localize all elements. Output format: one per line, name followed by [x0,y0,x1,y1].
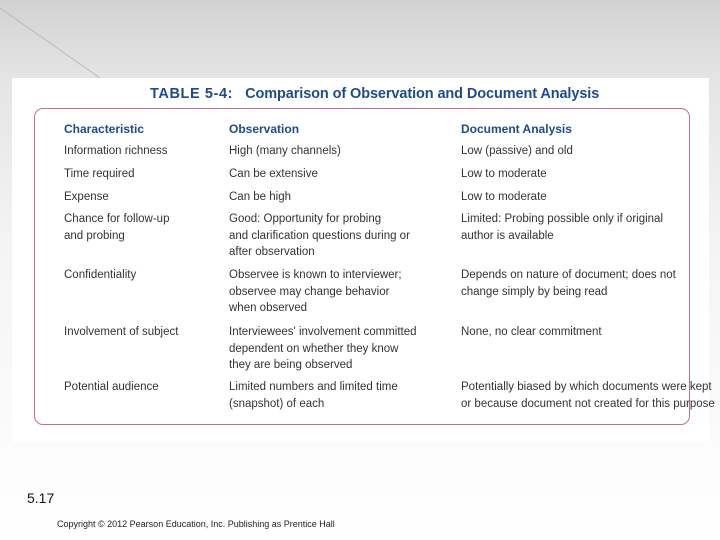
text-line: author is available [461,229,554,242]
row-characteristic: Confidentiality [64,269,137,281]
row-document-analysis [461,211,663,244]
text-line: Interviewees' involvement committed [229,326,417,338]
copyright-notice: Copyright © 2012 Pearson Education, Inc. Publishing as Prentice Hall [57,519,335,529]
column-header-characteristic: Characteristic [64,122,145,136]
table-title [150,86,599,102]
row-observation [229,267,402,317]
text-line: and clarification questions during or [229,229,410,242]
row-observation [229,379,398,412]
row-characteristic: Time required [64,168,135,180]
row-document-analysis: None, no clear commitment [461,326,602,338]
row-document-analysis [461,267,676,300]
row-observation [229,324,417,374]
text-line: after observation [229,246,315,258]
column-header-document-analysis: Document Analysis [461,122,572,136]
row-document-analysis: Low (passive) and old [461,145,573,157]
text-line: Chance for follow-up [64,213,170,225]
text-line: Limited numbers and limited time [229,381,398,393]
text-line: when observed [229,302,307,314]
text-line: they are being observed [229,359,353,371]
text-line: Good: Opportunity for probing [229,213,382,225]
row-characteristic: Information richness [64,145,168,157]
column-header-observation: Observation [229,122,300,136]
slide-number: 5.17 [27,490,55,506]
row-observation [229,211,410,261]
row-observation: High (many channels) [229,145,341,157]
text-line: change simply by being read [461,285,608,298]
text-line: or because document not created for this purpose [461,397,715,410]
row-characteristic: Involvement of subject [64,326,179,338]
text-line: observee may change behavior [229,285,390,298]
comparison-table [34,108,715,425]
row-characteristic [64,211,169,244]
text-line: Observee is known to interviewer; [229,269,402,281]
row-characteristic: Expense [64,191,109,203]
table-title-label: TABLE 5-4: [150,86,234,102]
text-line: and probing [64,229,125,242]
table-image [12,78,715,442]
table-title-text: Comparison of Observation and Document Analysis [245,86,600,102]
row-observation: Can be high [229,191,292,203]
row-observation: Can be extensive [229,168,318,180]
text-line: Potentially biased by which documents were kept [461,381,712,393]
row-characteristic: Potential audience [64,381,159,393]
text-line: Limited: Probing possible only if original [461,213,663,225]
text-line: (snapshot) of each [229,397,325,410]
row-document-analysis [461,379,715,412]
text-line: dependent on whether they know [229,342,399,355]
row-document-analysis: Low to moderate [461,191,547,203]
text-line: Depends on nature of document; does not [461,269,676,281]
row-document-analysis: Low to moderate [461,168,547,180]
